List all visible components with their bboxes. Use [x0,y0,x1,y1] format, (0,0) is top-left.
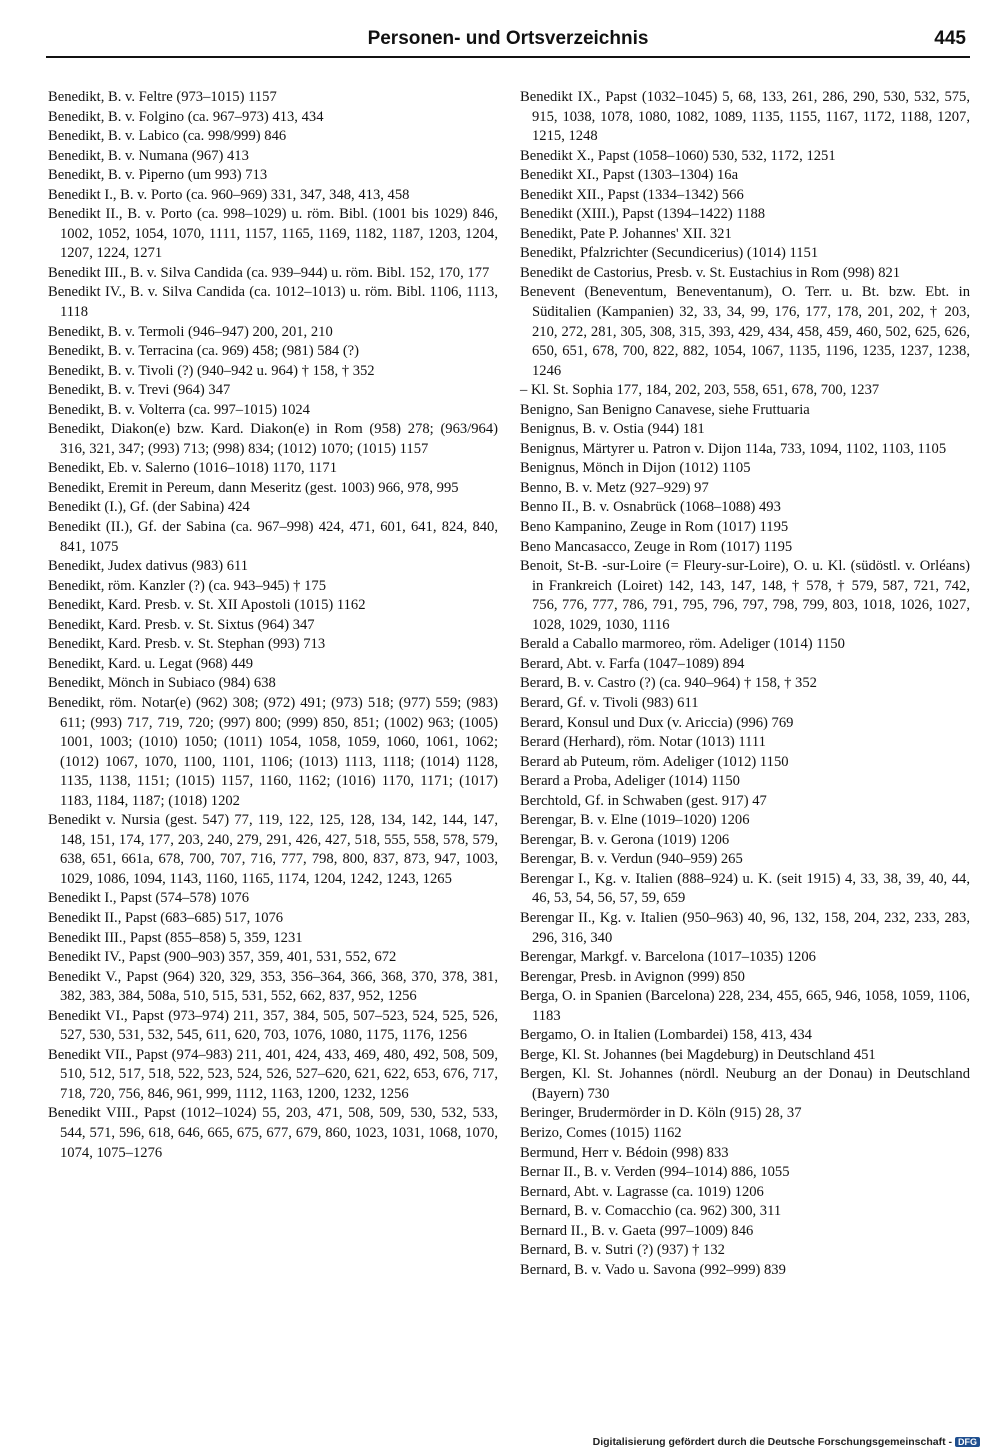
dfg-logo: DFG [955,1437,980,1447]
index-entry: – Kl. St. Sophia 177, 184, 202, 203, 558, 651, 678, 700, 1237 [520,382,880,399]
index-entry: Benignus, Märtyrer u. Patron v. Dijon 114a, 733, 1094, 1102, 1103, 1105 [520,440,947,457]
index-entry: Bernard II., B. v. Gaeta (997–1009) 846 [520,1222,754,1239]
index-entry: Benedikt, Pfalzrichter (Secundicerius) (1014) 1151 [520,245,819,262]
index-entry: Benedikt (I.), Gf. (der Sabina) 424 [48,499,250,516]
index-entry: Benedikt II., Papst (683–685) 517, 1076 [48,909,284,926]
index-entry: Berengar, B. v. Verdun (940–959) 265 [520,851,743,868]
index-entry: Bernard, B. v. Sutri (?) (937) † 132 [520,1242,725,1259]
index-entry: Berengar, Presb. in Avignon (999) 850 [520,968,745,985]
index-entry: Benedikt, B. v. Folgino (ca. 967–973) 413, 434 [48,108,324,125]
index-entry: Benedikt, B. v. Termoli (946–947) 200, 201, 210 [48,323,333,340]
index-entry: Benno II., B. v. Osnabrück (1068–1088) 493 [520,499,781,516]
footer-text: Digitalisierung gefördert durch die Deutsche Forschungsgemeinschaft - [592,1436,952,1448]
index-entry: Benedikt VII., Papst (974–983) 211, 401, 424, 433, 469, 480, 492, 508, 509, 510, 512, 517, 518, 522, 523, 524, 526, 527–620, 621, 622, 653, 676, 717, 718, 720, 756, 846, 961, 999, 1112, 1163, 1200, 1232, 1256 [48,1046,498,1102]
footer-credit [593,1436,980,1448]
index-entry: Bernard, Abt. v. Lagrasse (ca. 1019) 1206 [520,1183,764,1200]
index-entry: Beringer, Brudermörder in D. Köln (915) 28, 37 [520,1105,802,1122]
index-entry: Benno, B. v. Metz (927–929) 97 [520,479,709,496]
index-entry: Benedikt (XIII.), Papst (1394–1422) 1188 [520,206,766,223]
index-entry: Benedikt, B. v. Terracina (ca. 969) 458; (981) 584 (?) [48,343,360,360]
index-entry: Berengar, Markgf. v. Barcelona (1017–1035) 1206 [520,949,816,966]
index-entry: Benedikt, Kard. Presb. v. St. Sixtus (964) 347 [48,616,315,633]
index-entry: Berard (Herhard), röm. Notar (1013) 1111 [520,734,766,751]
index-entry: Benedikt I., B. v. Porto (ca. 960–969) 331, 347, 348, 413, 458 [48,186,410,203]
index-entry: Benedikt XI., Papst (1303–1304) 16a [520,167,739,184]
index-entry: Bergen, Kl. St. Johannes (nördl. Neuburg an der Donau) in Deutschland (Bayern) 730 [520,1066,970,1102]
index-entry: Bernard, B. v. Vado u. Savona (992–999) 839 [520,1261,786,1278]
page-title: Personen- und Ortsverzeichnis [367,28,649,49]
index-entry: Benedikt, Mönch in Subiaco (984) 638 [48,675,276,692]
index-entry: Berard, Konsul und Dux (v. Ariccia) (996) 769 [520,714,794,731]
index-entry: Benedikt, röm. Notar(e) (962) 308; (972) 491; (973) 518; (977) 559; (983) 611; (993) 717, 719, 720; (997) 800; (999) 850, 851; (1002) 963; (1005) 1001, 1003; (1010) 1050; (1011) 1054, 1058, 1059, 1060, 1061, 1062; (1012) 1067, 1070, 1100, 1101, 1106; (1013) 1113, 1118; (1014) 1128, 1135, 1138, 1151; (1015) 1157, 1160, 1162; (1016) 1170, 1171; (1017) 1183, 1184, 1187; (1018) 1202 [48,694,498,809]
index-entry: Benedikt, röm. Kanzler (?) (ca. 943–945) † 175 [48,577,327,594]
index-entry: Berard, Abt. v. Farfa (1047–1089) 894 [520,655,745,672]
index-entry: Bergamo, O. in Italien (Lombardei) 158, 413, 434 [520,1027,812,1044]
index-entry: Benedikt, B. v. Piperno (um 993) 713 [48,167,268,184]
index-entry: Bernar II., B. v. Verden (994–1014) 886, 1055 [520,1164,790,1181]
index-entry: Benignus, B. v. Ostia (944) 181 [520,421,705,438]
index-entry: Berengar, B. v. Gerona (1019) 1206 [520,831,730,848]
index-entry: Berge, Kl. St. Johannes (bei Magdeburg) in Deutschland 451 [520,1046,876,1063]
index-entry: Berengar I., Kg. v. Italien (888–924) u. K. (seit 1915) 4, 33, 38, 39, 40, 44, 46, 53, 54, 56, 57, 59, 659 [520,870,970,907]
index-entry: Benedikt VIII., Papst (1012–1024) 55, 203, 471, 508, 509, 530, 532, 533, 544, 571, 596, 618, 646, 665, 675, 677, 679, 860, 1023, 1031, 1068, 1070, 1074, 1075–1276 [48,1105,498,1161]
index-entry: Berard, B. v. Castro (?) (ca. 940–964) † 158, † 352 [520,675,817,692]
index-entry: Benedikt II., B. v. Porto (ca. 998–1029) u. röm. Bibl. (1001 bis 1029) 846, 1002, 1052, 1054, 1070, 1111, 1157, 1165, 1169, 1182, 1187, 1203, 1204, 1207, 1224, 1271 [48,206,498,262]
index-entry: Benedikt, Kard. Presb. v. St. XII Apostoli (1015) 1162 [48,597,366,614]
index-entry: Benedikt, B. v. Labico (ca. 998/999) 846 [48,128,287,145]
index-entry: Berizo, Comes (1015) 1162 [520,1124,682,1141]
index-entry: Benedikt, B. v. Trevi (964) 347 [48,382,231,399]
index-entry: Benedikt, B. v. Tivoli (?) (940–942 u. 964) † 158, † 352 [48,362,375,379]
index-entry: Benedikt X., Papst (1058–1060) 530, 532, 1172, 1251 [520,147,836,164]
left-index-column [48,88,498,1163]
index-entry: Benedikt IX., Papst (1032–1045) 5, 68, 133, 261, 286, 290, 530, 532, 575, 915, 1038, 1078, 1080, 1082, 1089, 1135, 1155, 1167, 1172, 1188, 1207, 1215, 1248 [520,89,970,145]
index-entry: Benedikt I., Papst (574–578) 1076 [48,890,250,907]
page-number: 445 [934,28,966,49]
index-entry: Benedikt V., Papst (964) 320, 329, 353, 356–364, 366, 368, 370, 378, 381, 382, 383, 384, 508a, 510, 515, 531, 552, 662, 837, 952, 1256 [48,968,498,1005]
index-entry: Benedikt VI., Papst (973–974) 211, 357, 384, 505, 507–523, 524, 525, 526, 527, 530, 531, 532, 545, 611, 620, 703, 1076, 1080, 1175, 1176, 1256 [48,1007,498,1044]
index-entry: Bermund, Herr v. Bédoin (998) 833 [520,1144,729,1161]
index-entry: Berengar, B. v. Elne (1019–1020) 1206 [520,812,750,829]
right-index-column [520,88,970,1280]
index-entry: Benedikt, B. v. Numana (967) 413 [48,147,249,164]
index-entry: Benedikt, Kard. Presb. v. St. Stephan (993) 713 [48,636,326,653]
index-entry: Bernard, B. v. Comacchio (ca. 962) 300, 311 [520,1203,782,1220]
index-entry: Benedikt, Pate P. Johannes' XII. 321 [520,225,732,242]
index-entry: Benoit, St-B. -sur-Loire (= Fleury-sur-Loire), O. u. Kl. (südöstl. v. Orléans) in Frankreich (Loiret) 142, 143, 147, 148, † 578, † 579, 587, 721, 742, 756, 776, 777, 786, 791, 795, 796, 797, 798, 799, 803, 1018, 1026, 1027, 1028, 1029, 1030, 1116 [520,558,970,633]
index-entry: Benevent (Beneventum, Beneventanum), O. Terr. u. Bt. bzw. Ebt. in Süditalien (Kampanien) 32, 33, 34, 99, 176, 177, 178, 201, 202, † 203, 210, 272, 281, 305, 308, 315, 393, 429, 434, 458, 459, 460, 502, 625, 626, 650, 651, 678, 700, 822, 882, 1054, 1067, 1135, 1196, 1235, 1237, 1238, 1246 [520,284,970,379]
index-entry: Berard ab Puteum, röm. Adeliger (1012) 1150 [520,753,789,770]
index-entry: Benedikt v. Nursia (gest. 547) 77, 119, 122, 125, 128, 134, 142, 144, 147, 148, 151, 174, 177, 203, 240, 279, 291, 426, 427, 518, 555, 558, 578, 579, 638, 651, 661a, 678, 700, 707, 716, 777, 798, 800, 837, 873, 947, 1003, 1029, 1086, 1094, 1143, 1160, 1165, 1174, 1204, 1242, 1243, 1265 [48,812,498,887]
index-entry: Berga, O. in Spanien (Barcelona) 228, 234, 455, 665, 946, 1058, 1059, 1106, 1183 [520,988,970,1024]
page-header [46,26,970,58]
index-entry: Benedikt IV., B. v. Silva Candida (ca. 1012–1013) u. röm. Bibl. 1106, 1113, 1118 [48,284,498,321]
index-entry: Benedikt III., B. v. Silva Candida (ca. 939–944) u. röm. Bibl. 152, 170, 177 [48,264,490,281]
index-entry: Berald a Caballo marmoreo, röm. Adeliger (1014) 1150 [520,636,845,653]
index-entry: Benigno, San Benigno Canavese, siehe Fruttuaria [520,401,810,418]
index-entry: Benignus, Mönch in Dijon (1012) 1105 [520,460,751,477]
index-entry: Berengar II., Kg. v. Italien (950–963) 40, 96, 132, 158, 204, 232, 233, 283, 296, 316, 340 [520,909,970,946]
index-entry: Benedikt, Eremit in Pereum, dann Meseritz (gest. 1003) 966, 978, 995 [48,479,459,496]
index-entry: Beno Mancasacco, Zeuge in Rom (1017) 1195 [520,538,793,555]
index-entry: Benedikt, Kard. u. Legat (968) 449 [48,655,254,672]
index-entry: Benedikt de Castorius, Presb. v. St. Eustachius in Rom (998) 821 [520,264,901,281]
index-entry: Benedikt, Diakon(e) bzw. Kard. Diakon(e) in Rom (958) 278; (963/964) 316, 321, 347; (993) 713; (998) 834; (1012) 1070; (1015) 1157 [48,421,498,457]
index-entry: Berard a Proba, Adeliger (1014) 1150 [520,773,740,790]
index-entry: Benedikt, B. v. Volterra (ca. 997–1015) 1024 [48,401,310,418]
index-entry: Benedikt III., Papst (855–858) 5, 359, 1231 [48,929,303,946]
index-entry: Beno Kampanino, Zeuge in Rom (1017) 1195 [520,519,789,536]
index-entry: Benedikt, Eb. v. Salerno (1016–1018) 1170, 1171 [48,460,337,477]
index-entry: Benedikt XII., Papst (1334–1342) 566 [520,186,744,203]
index-entry: Benedikt (II.), Gf. der Sabina (ca. 967–998) 424, 471, 601, 641, 824, 840, 841, 1075 [48,519,498,555]
index-entry: Berchtold, Gf. in Schwaben (gest. 917) 47 [520,792,767,809]
index-entry: Benedikt, B. v. Feltre (973–1015) 1157 [48,89,277,105]
index-entry: Benedikt, Judex dativus (983) 611 [48,558,249,575]
index-entry: Berard, Gf. v. Tivoli (983) 611 [520,694,699,711]
index-entry: Benedikt IV., Papst (900–903) 357, 359, 401, 531, 552, 672 [48,949,397,966]
